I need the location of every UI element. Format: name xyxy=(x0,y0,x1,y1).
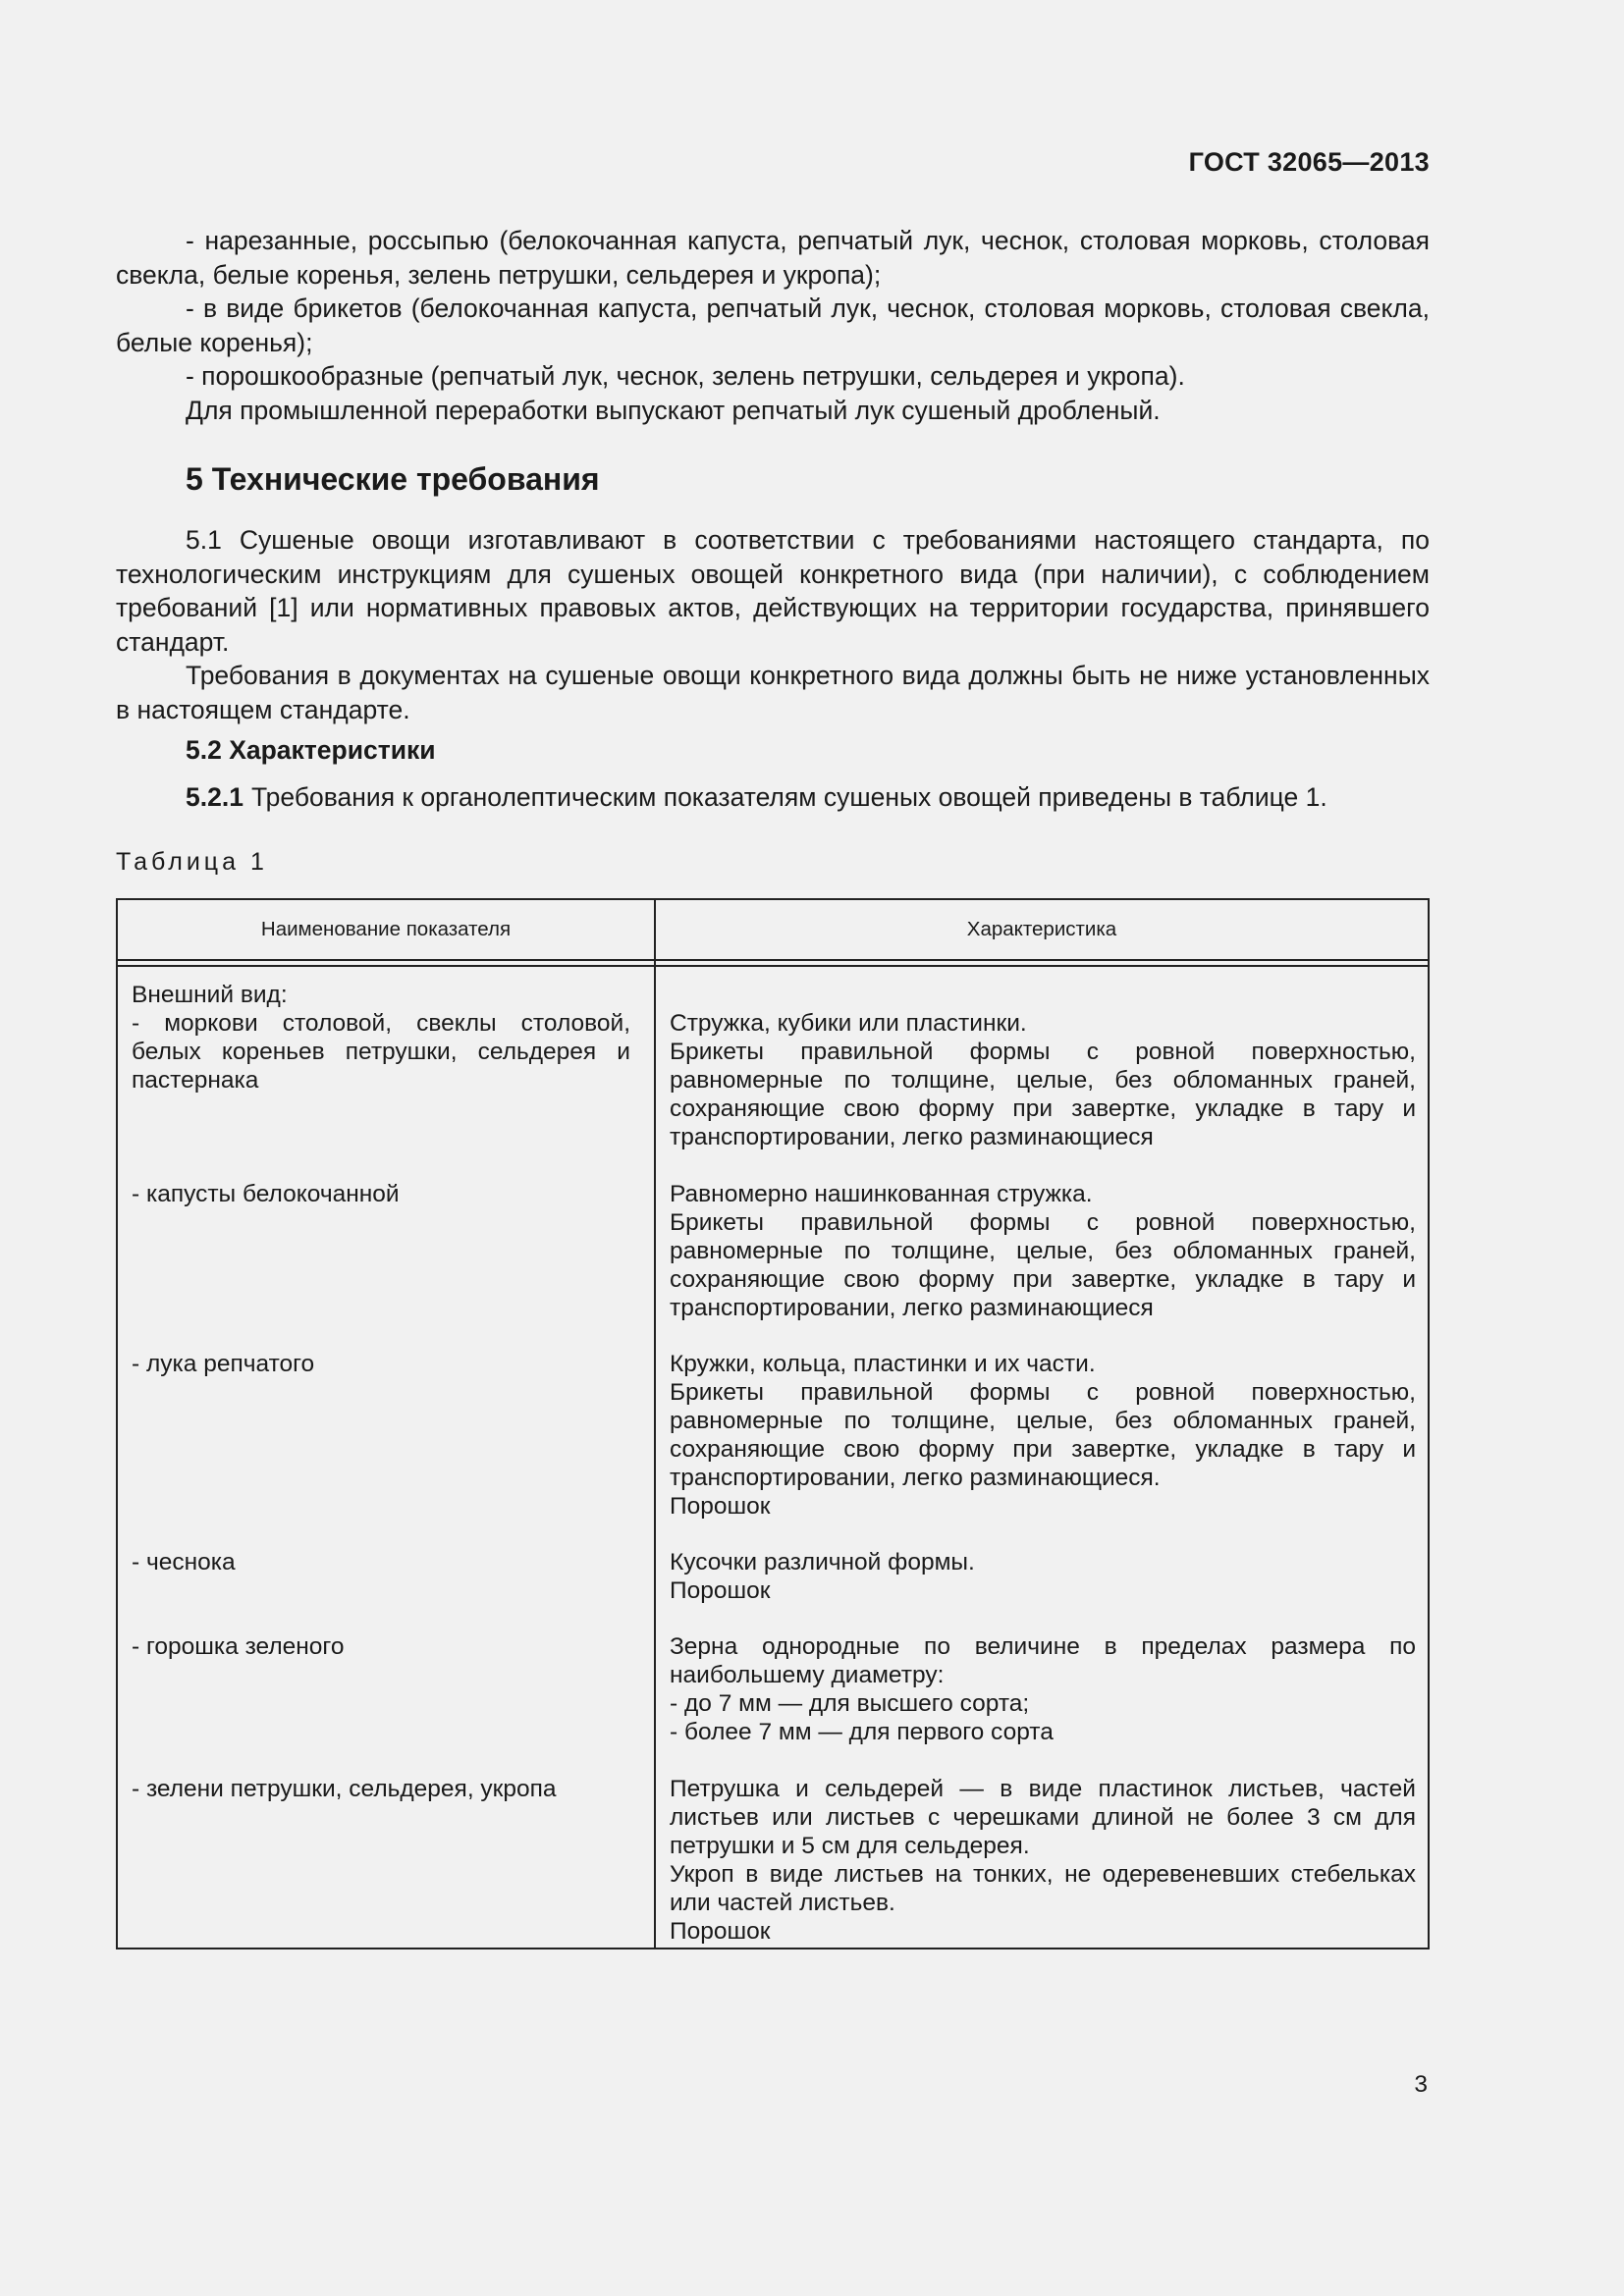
paragraph-requirements: Требования в документах на сушеные овощи конкретного вида должны быть не ниже установленных в настоящем стандарте. xyxy=(116,661,1430,724)
clause-text: Требования к органолептическим показателям сушеных овощей приведены в таблице 1. xyxy=(250,782,1327,812)
table-cell-characteristic xyxy=(670,1632,1416,1746)
cell-line: Укроп в виде листьев на тонких, не одеревеневших стебельках или частей листьев. xyxy=(670,1861,1416,1916)
subsection-title: 5.2 Характеристики xyxy=(186,735,436,765)
cell-line: Равномерно нашинкованная стружка. xyxy=(670,1181,1093,1207)
cell-line: Внешний вид: xyxy=(132,982,288,1008)
table-header-divider xyxy=(118,959,1428,961)
paragraph-5-1: 5.1 Сушеные овощи изготавливают в соответствии с требованиями настоящего стандарта, по технологическим инструкциям для сушеных овощей конкретного вида (при наличии), с соблюдением требований [1] или нормативных правовых актов, действующих на территории государства, принявшего стандарт. xyxy=(116,525,1430,657)
document-code: ГОСТ 32065—2013 xyxy=(1188,147,1430,177)
table-header-divider xyxy=(118,965,1428,967)
table-cell-indicator xyxy=(132,981,630,1095)
table-cell-characteristic xyxy=(670,1009,1416,1151)
cell-line: - лука репчатого xyxy=(132,1351,315,1377)
table xyxy=(116,898,1430,1949)
cell-line: Порошок xyxy=(670,1918,771,1945)
cell-line: Брикеты правильной формы с ровной поверхностью, равномерные по толщине, целые, без обломанных граней, сохраняющие свою форму при завертке, укладке в тару и транспортировании, легко разминающиеся xyxy=(670,1039,1416,1150)
cell-line: Кусочки различной формы. xyxy=(670,1549,975,1575)
table-cell-indicator xyxy=(132,1180,630,1208)
cell-line: - до 7 мм — для высшего сорта; xyxy=(670,1690,1030,1717)
table-cell-indicator xyxy=(132,1632,630,1661)
cell-line: - чеснока xyxy=(132,1549,236,1575)
cell-line: Брикеты правильной формы с ровной поверхностью, равномерные по толщине, целые, без обломанных граней, сохраняющие свою форму при завертке, укладке в тару и транспортировании, легко разминающиеся. xyxy=(670,1379,1416,1491)
paragraph-5-2-1 xyxy=(186,782,1327,813)
cell-line: Кружки, кольца, пластинки и их части. xyxy=(670,1351,1096,1377)
table-cell-indicator xyxy=(132,1775,630,1803)
intro-list xyxy=(116,224,1430,427)
table-cell-characteristic xyxy=(670,1775,1416,1946)
intro-item: Для промышленной переработки выпускают репчатый лук сушеный дробленый. xyxy=(186,395,1161,425)
cell-line: - капусты белокочанной xyxy=(132,1181,400,1207)
cell-line: Петрушка и сельдерей — в виде пластинок листьев, частей листьев или листьев с черешками длиной не более 3 см для петрушки и 5 см для сельдерея. xyxy=(670,1776,1416,1859)
cell-line: Стружка, кубики или пластинки. xyxy=(670,1010,1027,1037)
table-header-cell: Характеристика xyxy=(966,918,1117,940)
intro-item: - порошкообразные (репчатый лук, чеснок, зелень петрушки, сельдерея и укропа). xyxy=(186,361,1185,391)
section-title: 5 Технические требования xyxy=(186,461,600,497)
cell-line: - более 7 мм — для первого сорта xyxy=(670,1719,1054,1745)
section-5-1 xyxy=(116,523,1430,726)
cell-line: - моркови столовой, свеклы столовой, белых кореньев петрушки, сельдерея и пастернака xyxy=(132,1010,630,1094)
cell-line: - горошка зеленого xyxy=(132,1633,345,1660)
table-cell-characteristic xyxy=(670,1350,1416,1521)
table-caption: Таблица 1 xyxy=(116,848,268,876)
cell-line: Порошок xyxy=(670,1577,771,1604)
table-header-cell: Наименование показателя xyxy=(260,918,512,940)
cell-line: Зерна однородные по величине в пределах размера по наибольшему диаметру: xyxy=(670,1633,1416,1688)
table-cell-characteristic xyxy=(670,1548,1416,1605)
table-column-divider xyxy=(654,900,656,1948)
clause-number: 5.2.1 xyxy=(186,782,244,812)
table-cell-indicator xyxy=(132,1548,630,1576)
intro-item: - в виде брикетов (белокочанная капуста, репчатый лук, чеснок, столовая морковь, столовая свекла, белые коренья); xyxy=(116,294,1430,357)
page-number: 3 xyxy=(1414,2071,1428,2098)
intro-item: - нарезанные, россыпью (белокочанная капуста, репчатый лук, чеснок, столовая морковь, столовая свекла, белые коренья, зелень петрушки, сельдерея и укропа); xyxy=(116,226,1430,290)
cell-line: - зелени петрушки, сельдерея, укропа xyxy=(132,1776,557,1802)
cell-line: Брикеты правильной формы с ровной поверхностью, равномерные по толщине, целые, без обломанных граней, сохраняющие свою форму при завертке, укладке в тару и транспортировании, легко разминающиеся xyxy=(670,1209,1416,1321)
table-cell-characteristic xyxy=(670,1180,1416,1322)
cell-line: Порошок xyxy=(670,1493,771,1520)
table-cell-indicator xyxy=(132,1350,630,1378)
